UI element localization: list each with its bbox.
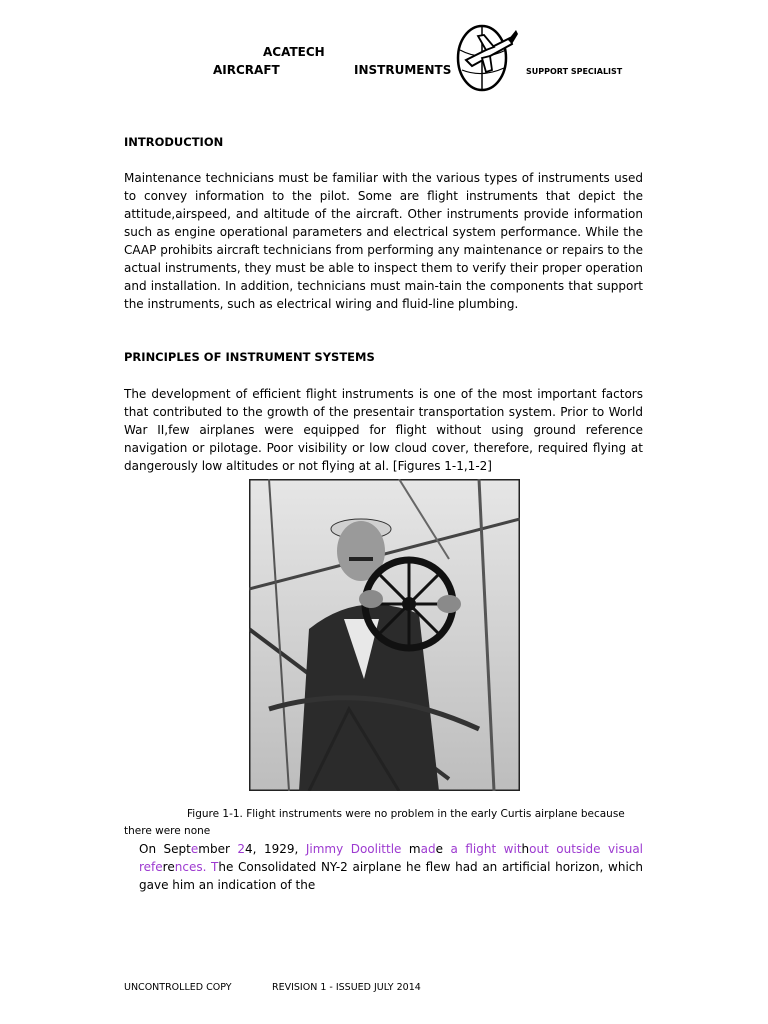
plane-globe-logo-icon xyxy=(452,20,518,96)
principles-paragraph: The development of efficient flight instruments is one of the most important factors that contributed to the growth of the presentair transportation system. Prior to World War II,few airplanes were equipped for flight without using ground reference navigation or pilotage. Poor visibility or low cloud cover, therefore, required flying at dangerously low altitudes or not flying at al. [Figures 1-1,1-2] xyxy=(124,387,643,473)
figure-photo xyxy=(249,479,520,791)
principles-heading: PRINCIPLES OF INSTRUMENT SYSTEMS xyxy=(124,350,375,364)
header-org: ACATECH xyxy=(263,45,325,59)
footer-revision: REVISION 1 - ISSUED JULY 2014 xyxy=(272,982,421,993)
header-left-title: AIRCRAFT xyxy=(213,63,280,77)
closing-paragraph: On September 24, 1929, Jimmy Doolittle made a flight without outside visual references. The Consolidated NY-2 airplane he flew had an artificial horizon, which gave him an indication of the xyxy=(139,842,644,892)
header-right-title: SUPPORT SPECIALIST xyxy=(526,67,623,76)
intro-paragraph: Maintenance technicians must be familiar with the various types of instruments used to convey information to the pilot. Some are flight instruments that depict the attitude,airspeed, and altitude of the aircraft. Other instruments provide information such as engine operational parameters and electrical system performance. While the CAAP prohibits aircraft technicians from performing any maintenance or repairs to the actual instruments, they must be able to inspect them to verify their proper operation and installation. In addition, technicians must main-tain the components that support the instruments, such as electrical wiring and fluid-line plumbing. xyxy=(124,171,643,311)
footer-copy-status: UNCONTROLLED COPY xyxy=(124,982,232,993)
figure-caption: Figure 1-1. Flight instruments were no problem in the early Curtis airplane because there were none xyxy=(124,808,625,837)
header-center-title: INSTRUMENTS xyxy=(354,63,452,77)
intro-heading: INTRODUCTION xyxy=(124,135,224,149)
